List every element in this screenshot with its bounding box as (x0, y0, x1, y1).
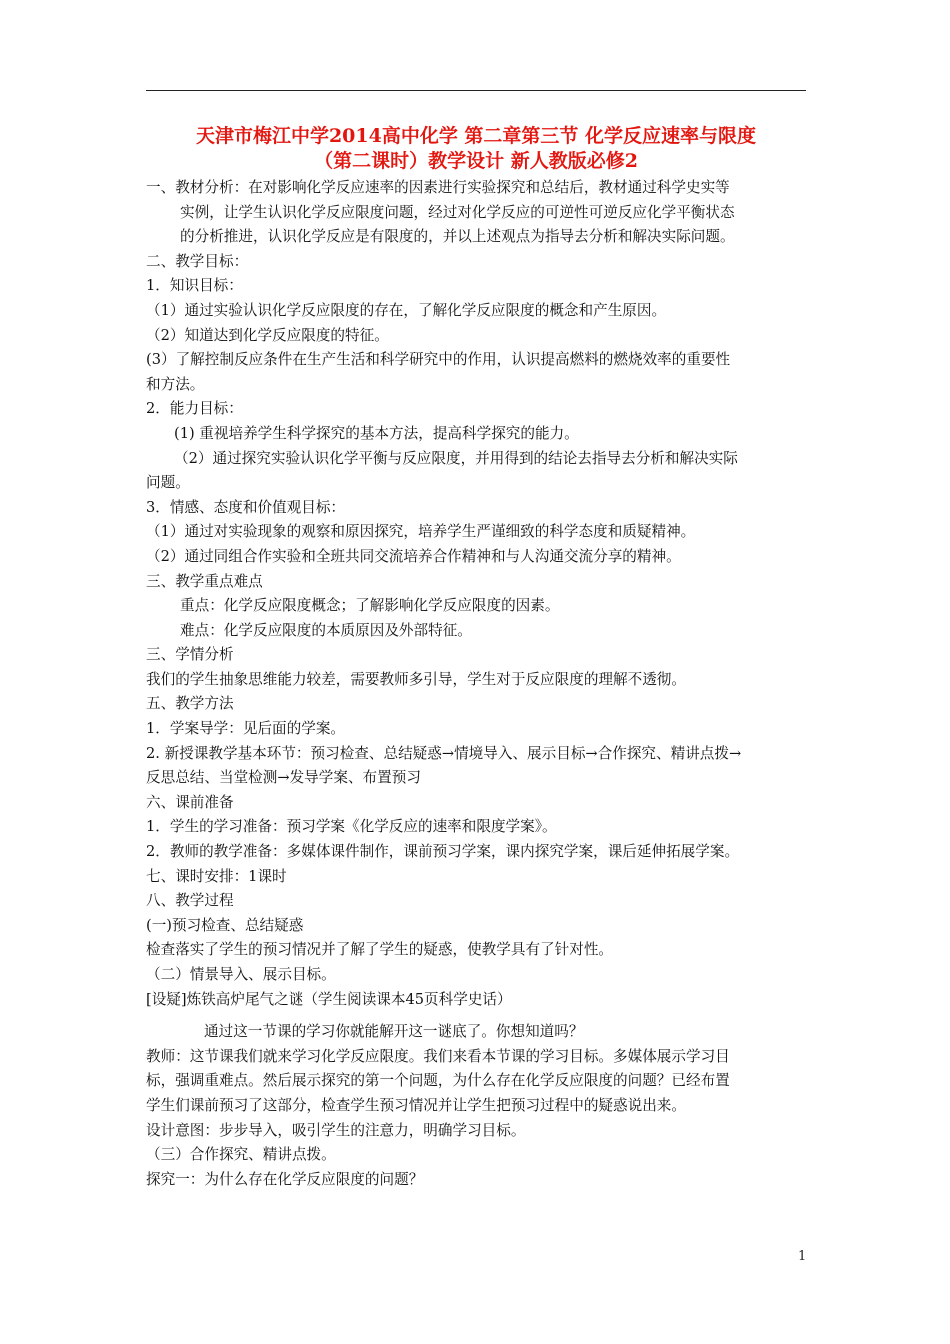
text-line: 我们的学生抽象思维能力较差，需要教师多引导，学生对于反应限度的理解不透彻。 (146, 670, 686, 688)
subsection-heading: （二）情景导入、展示目标。 (146, 966, 336, 983)
subsection-heading: （三）合作探究、精讲点拨。 (146, 1146, 336, 1164)
document-body (146, 176, 810, 1192)
text-line: （1）通过实验认识化学反应限度的存在，了解化学反应限度的概念和产生原因。 (146, 301, 667, 319)
text-line: 1．学生的学习准备：预习学案《化学反应的速率和限度学案》。 (146, 818, 557, 836)
text-line: （2）通过探究实验认识化学平衡与反应限度，并用得到的结论去指导去分析和解决实际 (174, 449, 738, 467)
section-heading: 五、教学方法 (146, 695, 234, 713)
section-heading: 二、教学目标： (146, 252, 249, 270)
text-line: 难点：化学反应限度的本质原因及外部特征。 (180, 621, 472, 639)
text-line: 通过这一节课的学习你就能解开这一谜底了。你想知道吗？ (204, 1023, 584, 1041)
text-line: （2）通过同组合作实验和全班共同交流培养合作精神和与人沟通交流分享的精神。 (146, 547, 681, 565)
text-line: 重点：化学反应限度概念；了解影响化学反应限度的因素。 (180, 597, 560, 615)
text-line: 的分析推进，认识化学反应是有限度的，并以上述观点为指导去分析和解决实际问题。 (180, 228, 735, 246)
section-heading: 七、课时安排：1课时 (146, 867, 287, 885)
text-line: 和方法。 (146, 375, 205, 393)
text-line: 设计意图：步步导入，吸引学生的注意力，明确学习目标。 (146, 1121, 526, 1139)
page-number: 1 (798, 1249, 807, 1264)
title-line-2: （第二课时）教学设计 新人教版必修2 (314, 150, 638, 172)
text-line: 2. 新授课教学基本环节：预习检查、总结疑惑→情境导入、展示目标→合作探究、精讲点拨→ (146, 744, 742, 762)
header-rule (146, 90, 806, 91)
title-line-1: 天津市梅江中学2014高中化学 第二章第三节 化学反应速率与限度 (195, 125, 757, 147)
text-line: 问题。 (146, 474, 190, 492)
text-line: 实例，让学生认识化学反应限度问题，经过对化学反应的可逆性可逆反应化学平衡状态 (180, 203, 735, 221)
subsection-heading: (一)预习检查、总结疑惑 (146, 916, 304, 934)
spacer (146, 1012, 810, 1020)
subsection-heading: 3．情感、态度和价值观目标： (146, 498, 346, 516)
text-line: 反思总结、当堂检测→发导学案、布置预习 (146, 769, 421, 787)
text-line: (1) 重视培养学生科学探究的基本方法，提高科学探究的能力。 (174, 424, 579, 442)
text-line: 标，强调重难点。然后展示探究的第一个问题，为什么存在化学反应限度的问题？已经布置 (146, 1072, 730, 1090)
text-line: (3）了解控制反应条件在生产生活和科学研究中的作用，认识提高燃料的燃烧效率的重要性 (146, 351, 731, 369)
section-heading: 三、教学重点难点 (146, 572, 263, 590)
document-title (146, 124, 806, 174)
text-line: （1）通过对实验现象的观察和原因探究，培养学生严谨细致的科学态度和质疑精神。 (146, 523, 696, 541)
text-line: 学生们课前预习了这部分，检查学生预习情况并让学生把预习过程中的疑惑说出来。 (146, 1096, 686, 1114)
text-line: 教师：这节课我们就来学习化学反应限度。我们来看本节课的学习目标。多媒体展示学习目 (146, 1047, 730, 1065)
subsection-heading: 1．知识目标： (146, 277, 243, 295)
text-line: 1．学案导学：见后面的学案。 (146, 720, 346, 738)
text-line: 检查落实了学生的预习情况并了解了学生的疑惑，使教学具有了针对性。 (146, 941, 614, 959)
text-line: （2）知道达到化学反应限度的特征。 (146, 326, 389, 344)
subsection-heading: 2．能力目标： (146, 400, 243, 418)
section-heading: 八、教学过程 (146, 892, 234, 910)
text-line: [设疑]炼铁高炉尾气之谜（学生阅读课本45页科学史话） (146, 990, 512, 1008)
section-heading: 六、课前准备 (146, 793, 234, 811)
text-line: 2．教师的教学准备：多媒体课件制作，课前预习学案，课内探究学案，课后延伸拓展学案。 (146, 843, 740, 861)
text-line: 探究一：为什么存在化学反应限度的问题？ (146, 1170, 424, 1188)
section-heading: 三、学情分析 (146, 646, 234, 664)
text-line: 一、教材分析：在对影响化学反应速率的因素进行实验探究和总结后，教材通过科学史实等 (146, 179, 730, 196)
